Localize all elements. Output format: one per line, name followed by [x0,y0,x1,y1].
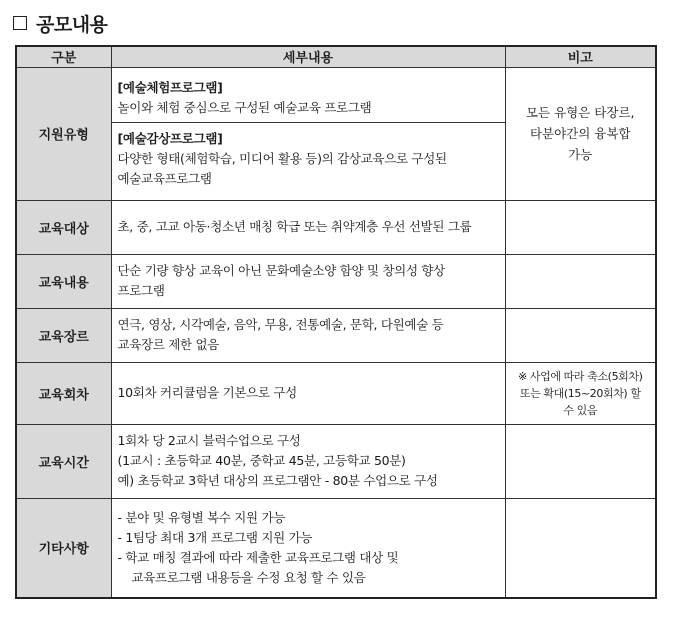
row-note [505,67,656,200]
detail-line: 놀이와 체험 중심으로 구성된 예술교육 프로그램 [117,100,372,115]
detail-line: 교육장르 제한 없음 [117,337,220,352]
note-line: 수 있음 [563,403,598,417]
detail-line: 10회차 커리큘럼을 기본으로 구성 [117,385,297,400]
column-header: 세부내용 [111,46,505,67]
section-header [13,8,107,38]
recruitment-details-table [15,45,657,599]
table-header-row [16,46,656,67]
row-category: 교육장르 [16,308,111,362]
program-type-block [112,122,505,193]
detail-line: 교육프로그램 내용등을 수정 요청 할 수 있음 [131,569,366,585]
row-category: 교육대상 [16,200,111,254]
table-row [16,254,656,308]
detail-line: - 1팀당 최대 3개 프로그램 지원 가능 [117,529,313,545]
detail-line: 다양한 형태(체험학습, 미디어 활용 등)의 감상교육으로 구성된 [117,151,447,166]
detail-line: 예술교육프로그램 [117,171,212,186]
program-type-title: [예술감상프로그램] [117,131,223,146]
row-note [505,424,656,498]
detail-line: 프로그램 [117,283,165,298]
row-detail [111,67,505,200]
row-category: 교육내용 [16,254,111,308]
table-row [16,498,656,598]
detail-line: - 학교 매칭 결과에 따라 제출한 교육프로그램 대상 및 [117,549,399,565]
table-row [16,308,656,362]
detail-line: 예) 초등학교 3학년 대상의 프로그램안 - 80분 수업으로 구성 [117,473,438,488]
row-note [505,498,656,598]
page-title: 공모내용 [36,13,108,36]
row-category: 교육시간 [16,424,111,498]
detail-line: 초, 중, 고교 아동·청소년 매칭 학급 또는 취약계층 우선 선발된 그룹 [117,219,472,234]
detail-line: - 분야 및 유형별 복수 지원 가능 [117,509,286,525]
row-note [505,200,656,254]
table-row [16,424,656,498]
row-note [505,362,656,424]
note-line: 또는 확대(15~20회차) 할 [519,386,641,400]
table-row [16,362,656,424]
column-header: 비고 [505,46,656,67]
column-header: 구분 [16,46,111,67]
row-detail [111,308,505,362]
note-line: ※ 사업에 따라 축소(5회차) [517,369,643,383]
row-note [505,308,656,362]
row-category: 기타사항 [16,498,111,598]
row-note [505,254,656,308]
table-row [16,67,656,200]
row-detail [111,424,505,498]
checkbox-square-icon [13,16,27,30]
detail-line: 단순 기량 향상 교육이 아닌 문화예술소양 함양 및 창의성 향상 [117,263,445,278]
row-detail [111,254,505,308]
program-type-title: [예술체험프로그램] [117,80,223,95]
row-detail [111,200,505,254]
note-line: 타분야간의 융복합 [529,126,631,141]
detail-line: 1회차 당 2교시 블럭수업으로 구성 [117,433,301,448]
detail-line: 연극, 영상, 시각예술, 음악, 무용, 전통예술, 문학, 다원예술 등 [117,317,444,332]
program-type-block [118,74,499,122]
row-detail [111,362,505,424]
note-line: 모든 유형은 타장르, [525,105,635,120]
detail-line: (1교시 : 초등학교 40분, 중학교 45분, 고등학교 50분) [117,453,406,468]
row-category: 교육회차 [16,362,111,424]
table-row [16,200,656,254]
row-category: 지원유형 [16,67,111,200]
row-detail [111,498,505,598]
note-line: 가능 [568,147,593,162]
